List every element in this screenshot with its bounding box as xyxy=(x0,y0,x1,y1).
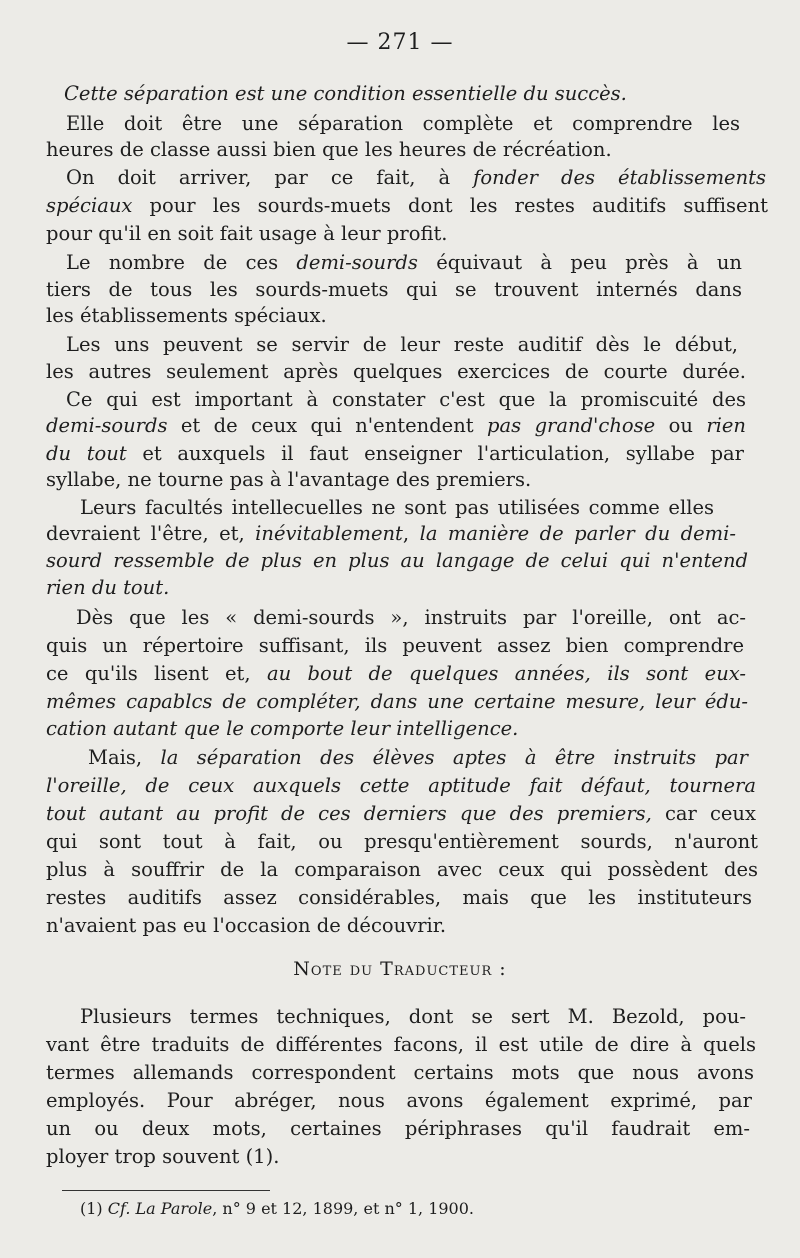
footnote: (1) Cf. La Parole, n° 9 et 12, 1899, et n° 1, 1900. xyxy=(80,1199,474,1218)
text-line: Mais, la séparation des élèves aptes à être instruits par xyxy=(88,746,749,769)
italic-phrase: l'oreille, de ceux auxquels cette aptitude fait défaut, tournera xyxy=(46,774,756,797)
italic-phrase: demi-sourds xyxy=(296,251,418,274)
text-line: un ou deux mots, certaines périphrases qu'il faudrait em- xyxy=(46,1117,750,1140)
text-line: Les uns peuvent se servir de leur reste auditif dès le début, xyxy=(66,333,738,356)
text-line: plus à souffrir de la comparaison avec ceux qui possèdent des xyxy=(46,858,758,881)
italic-phrase: la manière de parler du demi- xyxy=(419,522,736,545)
italic-phrase: fonder des établissements xyxy=(473,166,766,189)
italic-phrase: cation autant que le comporte leur intelligence. xyxy=(46,717,519,740)
text-line xyxy=(46,714,754,744)
text-line xyxy=(64,79,772,109)
journal-title: La Parole xyxy=(135,1199,213,1218)
text-line: vant être traduits de différentes facons, il est utile de dire à quels xyxy=(46,1033,756,1056)
footnote-divider xyxy=(62,1190,270,1191)
text-line: Le nombre de ces demi-sourds équivaut à peu près à un xyxy=(66,251,742,274)
text-line: les établissements spéciaux. xyxy=(46,304,327,327)
text-line: Plusieurs termes techniques, dont se sert M. Bezold, pou- xyxy=(80,1005,746,1028)
italic-phrase: rien xyxy=(706,414,746,437)
text-line: les autres seulement après quelques exercices de courte durée. xyxy=(46,360,746,383)
text-line: ce qu'ils lisent et, au bout de quelques années, ils sont eux- xyxy=(46,662,746,685)
text-line: Dès que les « demi-sourds », instruits par l'oreille, ont ac- xyxy=(76,606,746,629)
text-line xyxy=(46,546,748,576)
italic-phrase: Cf. xyxy=(107,1199,131,1218)
text-line: restes auditifs assez considérables, mais que les instituteurs xyxy=(46,886,752,909)
italic-phrase: du tout xyxy=(46,442,127,465)
italic-phrase: au bout de quelques années, ils sont eux- xyxy=(266,662,746,685)
text-line: Ce qui est important à constater c'est que la promiscuité des xyxy=(66,388,746,411)
text-line: quis un répertoire suffisant, ils peuvent assez bien comprendre xyxy=(46,634,744,657)
text-line: Elle doit être une séparation complète et comprendre les xyxy=(66,112,740,135)
text-line: pour qu'il en soit fait usage à leur profit. xyxy=(46,222,448,245)
text-line: du tout et auxquels il faut enseigner l'articulation, syllabe par xyxy=(46,442,744,465)
text-line xyxy=(46,687,748,717)
text-line: On doit arriver, par ce fait, à fonder des établissements xyxy=(66,166,766,189)
text-line: n'avaient pas eu l'occasion de découvrir. xyxy=(46,914,447,937)
italic-phrase: sourd ressemble de plus en plus au langage de celui qui n'entend xyxy=(46,549,748,572)
text-line xyxy=(46,771,756,801)
italic-phrase: tout autant au profit de ces derniers que des premiers, xyxy=(46,802,652,825)
italic-phrase: pas grand'chose xyxy=(487,414,656,437)
text-line: termes allemands correspondent certains mots que nous avons xyxy=(46,1061,754,1084)
text-line: demi-sourds et de ceux qui n'entendent pas grand'chose ou rien xyxy=(46,414,746,437)
text-line: Leurs facultés intellecuelles ne sont pas utilisées comme elles xyxy=(80,496,714,519)
text-line: heures de classe aussi bien que les heures de récréation. xyxy=(46,138,612,161)
text-line: tout autant au profit de ces derniers que des premiers, car ceux xyxy=(46,802,756,825)
italic-phrase: la séparation des élèves aptes à être instruits par xyxy=(160,746,749,769)
page-number: — 271 — xyxy=(346,30,454,55)
italic-phrase: Cette séparation est une condition essentielle du succès. xyxy=(64,82,627,105)
text-line: tiers de tous les sourds-muets qui se trouvent internés dans xyxy=(46,278,742,301)
text-line: spéciaux pour les sourds-muets dont les restes auditifs suffisent xyxy=(46,194,768,217)
italic-phrase: demi-sourds xyxy=(46,414,168,437)
italic-phrase: rien du tout. xyxy=(46,576,170,599)
text-line: syllabe, ne tourne pas à l'avantage des premiers. xyxy=(46,468,532,491)
text-line xyxy=(46,573,754,603)
italic-phrase: mêmes capablcs de compléter, dans une certaine mesure, leur édu- xyxy=(46,690,748,713)
italic-phrase: inévitablement xyxy=(255,522,403,545)
text-line: devraient l'être, et, inévitablement, la manière de parler du demi- xyxy=(46,522,736,545)
text-line: ployer trop souvent (1). xyxy=(46,1145,280,1168)
italic-phrase: spéciaux xyxy=(46,194,133,217)
text-line: qui sont tout à fait, ou presqu'entièrement sourds, n'auront xyxy=(46,830,758,853)
note-heading: Note du Traducteur : xyxy=(293,958,507,980)
text-line: employés. Pour abréger, nous avons également exprimé, par xyxy=(46,1089,752,1112)
